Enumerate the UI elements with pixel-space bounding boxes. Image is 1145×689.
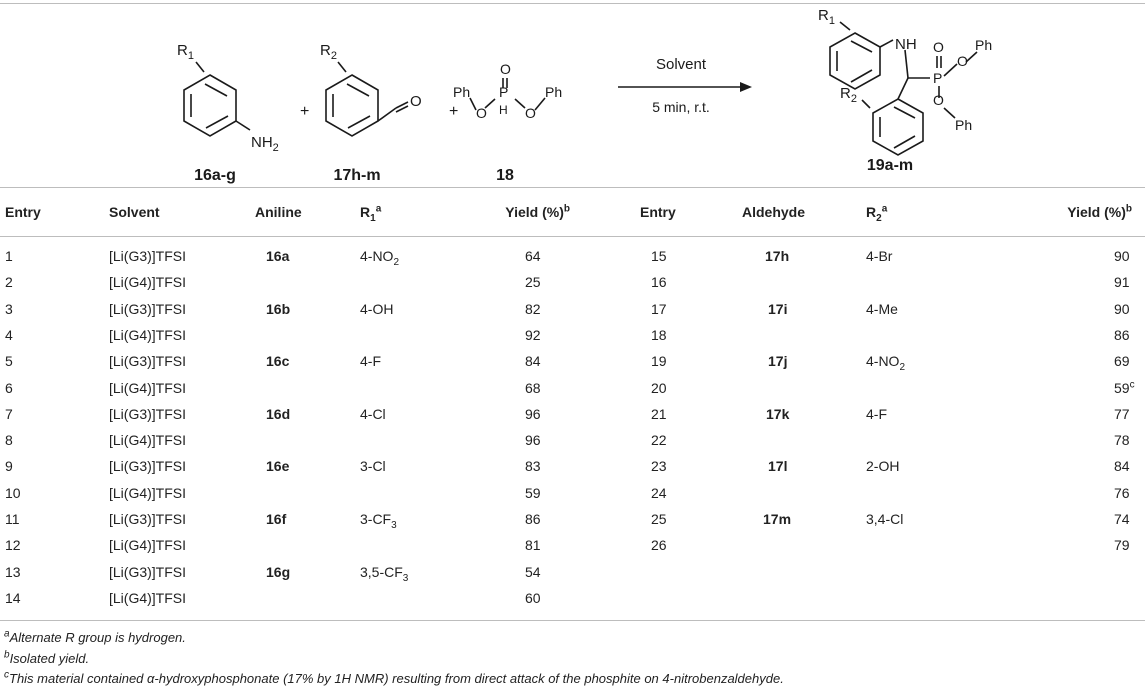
svg-text:Ph: Ph [453, 84, 471, 100]
svg-text:R1: $R_1$ [177, 42, 194, 62]
header-aniline: Aniline [255, 204, 302, 220]
footnote-c: $^c$This material contained α-hydroxyphosphonate (17% by 1H NMR) resulting from direct attack of the phosphite on 4-nitrobenzaldehyde. [4, 669, 784, 686]
header-entry-2: Entry [640, 204, 676, 220]
svg-text:Ph: Ph [975, 37, 993, 53]
footnote-b: $^b$Isolated yield. [4, 649, 90, 666]
plus-sign-2: + [449, 103, 459, 120]
footnote-a: $^a$Alternate R group is hydrogen. [4, 628, 186, 645]
header-aldehyde: Aldehyde [742, 204, 806, 220]
svg-text:Ph: Ph [955, 117, 973, 133]
arrow-condition-time: 5 min, r.t. [652, 99, 710, 115]
header-yield-2: Yield (%)$^b$ [1067, 203, 1132, 220]
arrow-condition-solvent: Solvent [655, 56, 707, 73]
svg-text:P: P [933, 70, 943, 86]
header-rule-top [0, 187, 1145, 188]
svg-text:O: O [525, 105, 536, 121]
header-entry: Entry [5, 204, 41, 220]
svg-text:O: O [933, 39, 944, 55]
svg-text:P: P [499, 84, 509, 100]
svg-text:Ph: Ph [545, 84, 563, 100]
svg-text:NH: NH [895, 36, 917, 53]
svg-text:O: O [500, 61, 511, 77]
svg-text:R1: $R_1$ [818, 7, 835, 27]
arrow-head [740, 82, 752, 92]
header-rule-bottom [0, 236, 1145, 237]
svg-text:O: O [410, 93, 422, 110]
svg-text:NH2: $NH_2$ [251, 134, 279, 154]
label-18: 18 [496, 167, 514, 184]
header-r2: $R_2^a$ [866, 203, 888, 224]
label-17h-m: 17h-m [333, 167, 381, 184]
svg-text:R2: $R_2$ [320, 42, 337, 62]
table-bottom-rule [0, 620, 1145, 621]
svg-text:O: O [476, 105, 487, 121]
svg-text:H: H [499, 103, 508, 117]
header-r1: $R_1^a$ [360, 203, 382, 224]
reaction-scheme [0, 0, 1145, 186]
header-solvent: Solvent [109, 204, 160, 220]
svg-text:O: O [933, 92, 944, 108]
svg-text:O: O [957, 53, 968, 69]
label-16a-g: 16a-g [194, 167, 236, 184]
label-19a-m: 19a-m [866, 157, 914, 174]
header-yield: Yield (%)$^b$ [505, 203, 570, 220]
svg-text:R2: $R_2$ [840, 85, 857, 105]
plus-sign: + [300, 103, 310, 120]
